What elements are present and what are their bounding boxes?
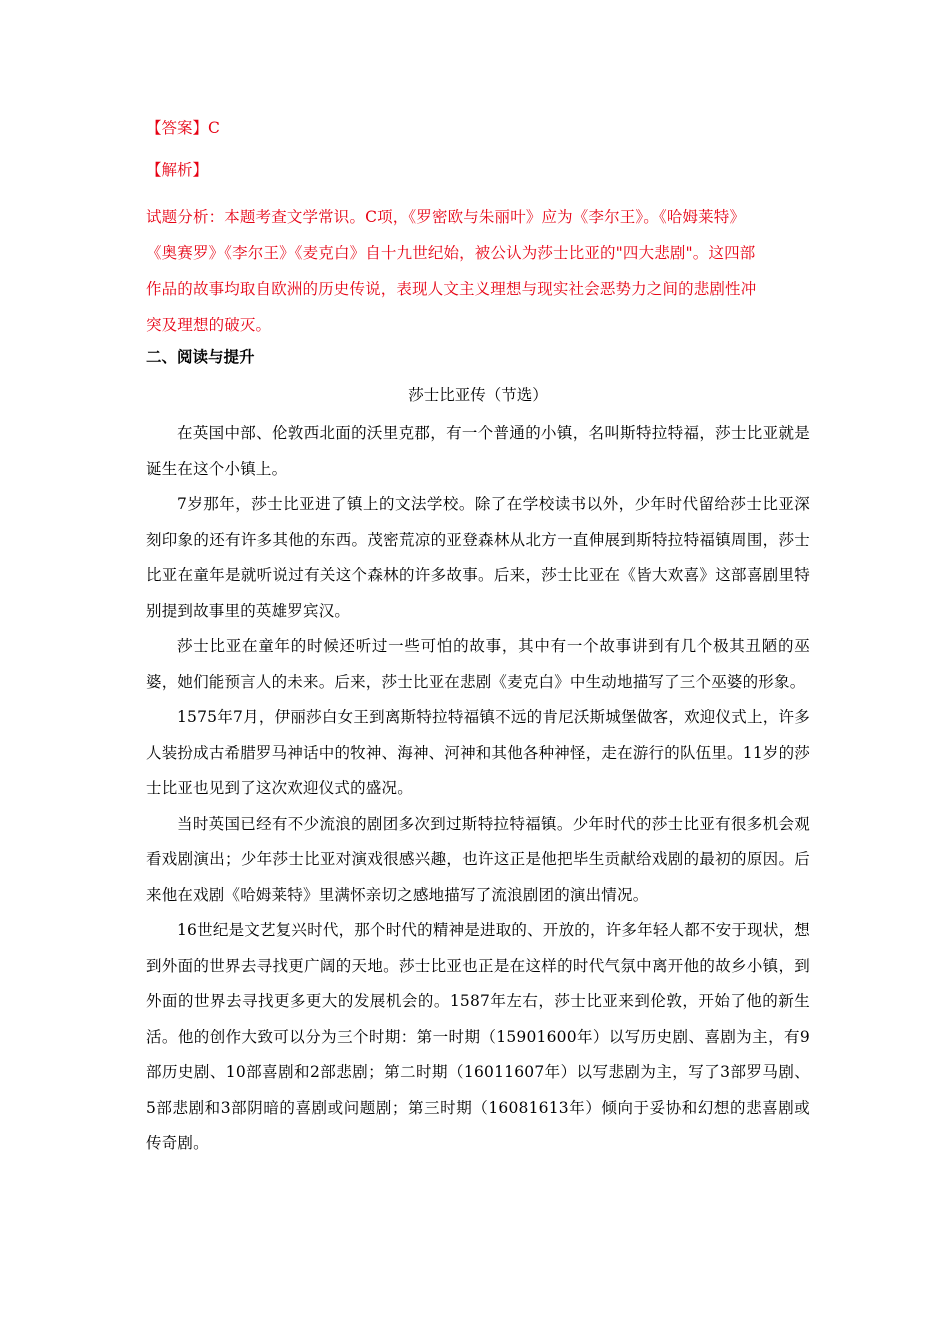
paragraph: 7岁那年，莎士比亚进了镇上的文法学校。除了在学校读书以外，少年时代留给莎士比亚深刻印象的还有许多其他的东西。茂密荒凉的亚登森林从北方一直伸展到斯特拉特福镇周围，莎士比亚在童年是就听说过有关这个森林的许多故事。后来，莎士比亚在《皆大欢喜》这部喜剧里特别提到故事里的英雄罗宾汉。 (146, 495, 810, 620)
analysis-line: 作品的故事均取自欧洲的历史传说，表现人文主义理想与现实社会恶势力之间的悲剧性冲 (146, 280, 757, 298)
analysis-line: 试题分析：本题考查文学常识。C项，《罗密欧与朱丽叶》应为《李尔王》。《哈姆莱特》 (146, 208, 746, 226)
section-heading: 二、阅读与提升 (146, 347, 255, 366)
analysis-label: 【解析】 (146, 161, 209, 179)
paragraph: 1575年7月，伊丽莎白女王到离斯特拉特福镇不远的肯尼沃斯城堡做客，欢迎仪式上，许多人装扮成古希腊罗马神话中的牧神、海神、河神和其他各种神怪，走在游行的队伍里。11岁的莎士比亚也见到了这次欢迎仪式的盛况。 (146, 708, 810, 797)
article-title: 莎士比亚传（节选） (408, 386, 548, 404)
analysis-text (146, 199, 810, 343)
paragraph: 当时英国已经有不少流浪的剧团多次到过斯特拉特福镇。少年时代的莎士比亚有很多机会观看戏剧演出；少年莎士比亚对演戏很感兴趣，也许这正是他把毕生贡献给戏剧的最初的原因。后来他在戏剧《哈姆莱特》里满怀亲切之感地描写了流浪剧团的演出情况。 (146, 814, 810, 904)
paragraph: 16世纪是文艺复兴时代，那个时代的精神是进取的、开放的，许多年轻人都不安于现状，想到外面的世界去寻找更广阔的天地。莎士比亚也正是在这样的时代气氛中离开他的故乡小镇，到外面的世界去寻找更多更大的发展机会的。1587年左右，莎士比亚来到伦敦，开始了他的新生活。他的创作大致可以分为三个时期：第一时期（15901600年）以写历史剧、喜剧为主，有9部历史剧、10部喜剧和2部悲剧；第二时期（16011607年）以写悲剧为主，写了3部罗马剧、5部悲剧和3部阴暗的喜剧或问题剧；第三时期（16081613年）倾向于妥协和幻想的悲喜剧或传奇剧。 (146, 921, 810, 1152)
answer-value: C (208, 119, 220, 137)
analysis-line: 《奥赛罗》《李尔王》《麦克白》自十九世纪始，被公认为莎士比亚的"四大悲剧"。这四部 (146, 244, 756, 262)
paragraph: 莎士比亚在童年的时候还听过一些可怕的故事，其中有一个故事讲到有几个极其丑陋的巫婆，她们能预言人的未来。后来，莎士比亚在悲剧《麦克白》中生动地描写了三个巫婆的形象。 (146, 637, 810, 691)
answer-label: 【答案】 (146, 119, 209, 137)
article-body (146, 416, 810, 1162)
analysis-line: 突及理想的破灭。 (146, 316, 272, 334)
answer-line (146, 118, 220, 138)
paragraph: 在英国中部、伦敦西北面的沃里克郡，有一个普通的小镇，名叫斯特拉特福，莎士比亚就是诞生在这个小镇上。 (146, 424, 810, 478)
